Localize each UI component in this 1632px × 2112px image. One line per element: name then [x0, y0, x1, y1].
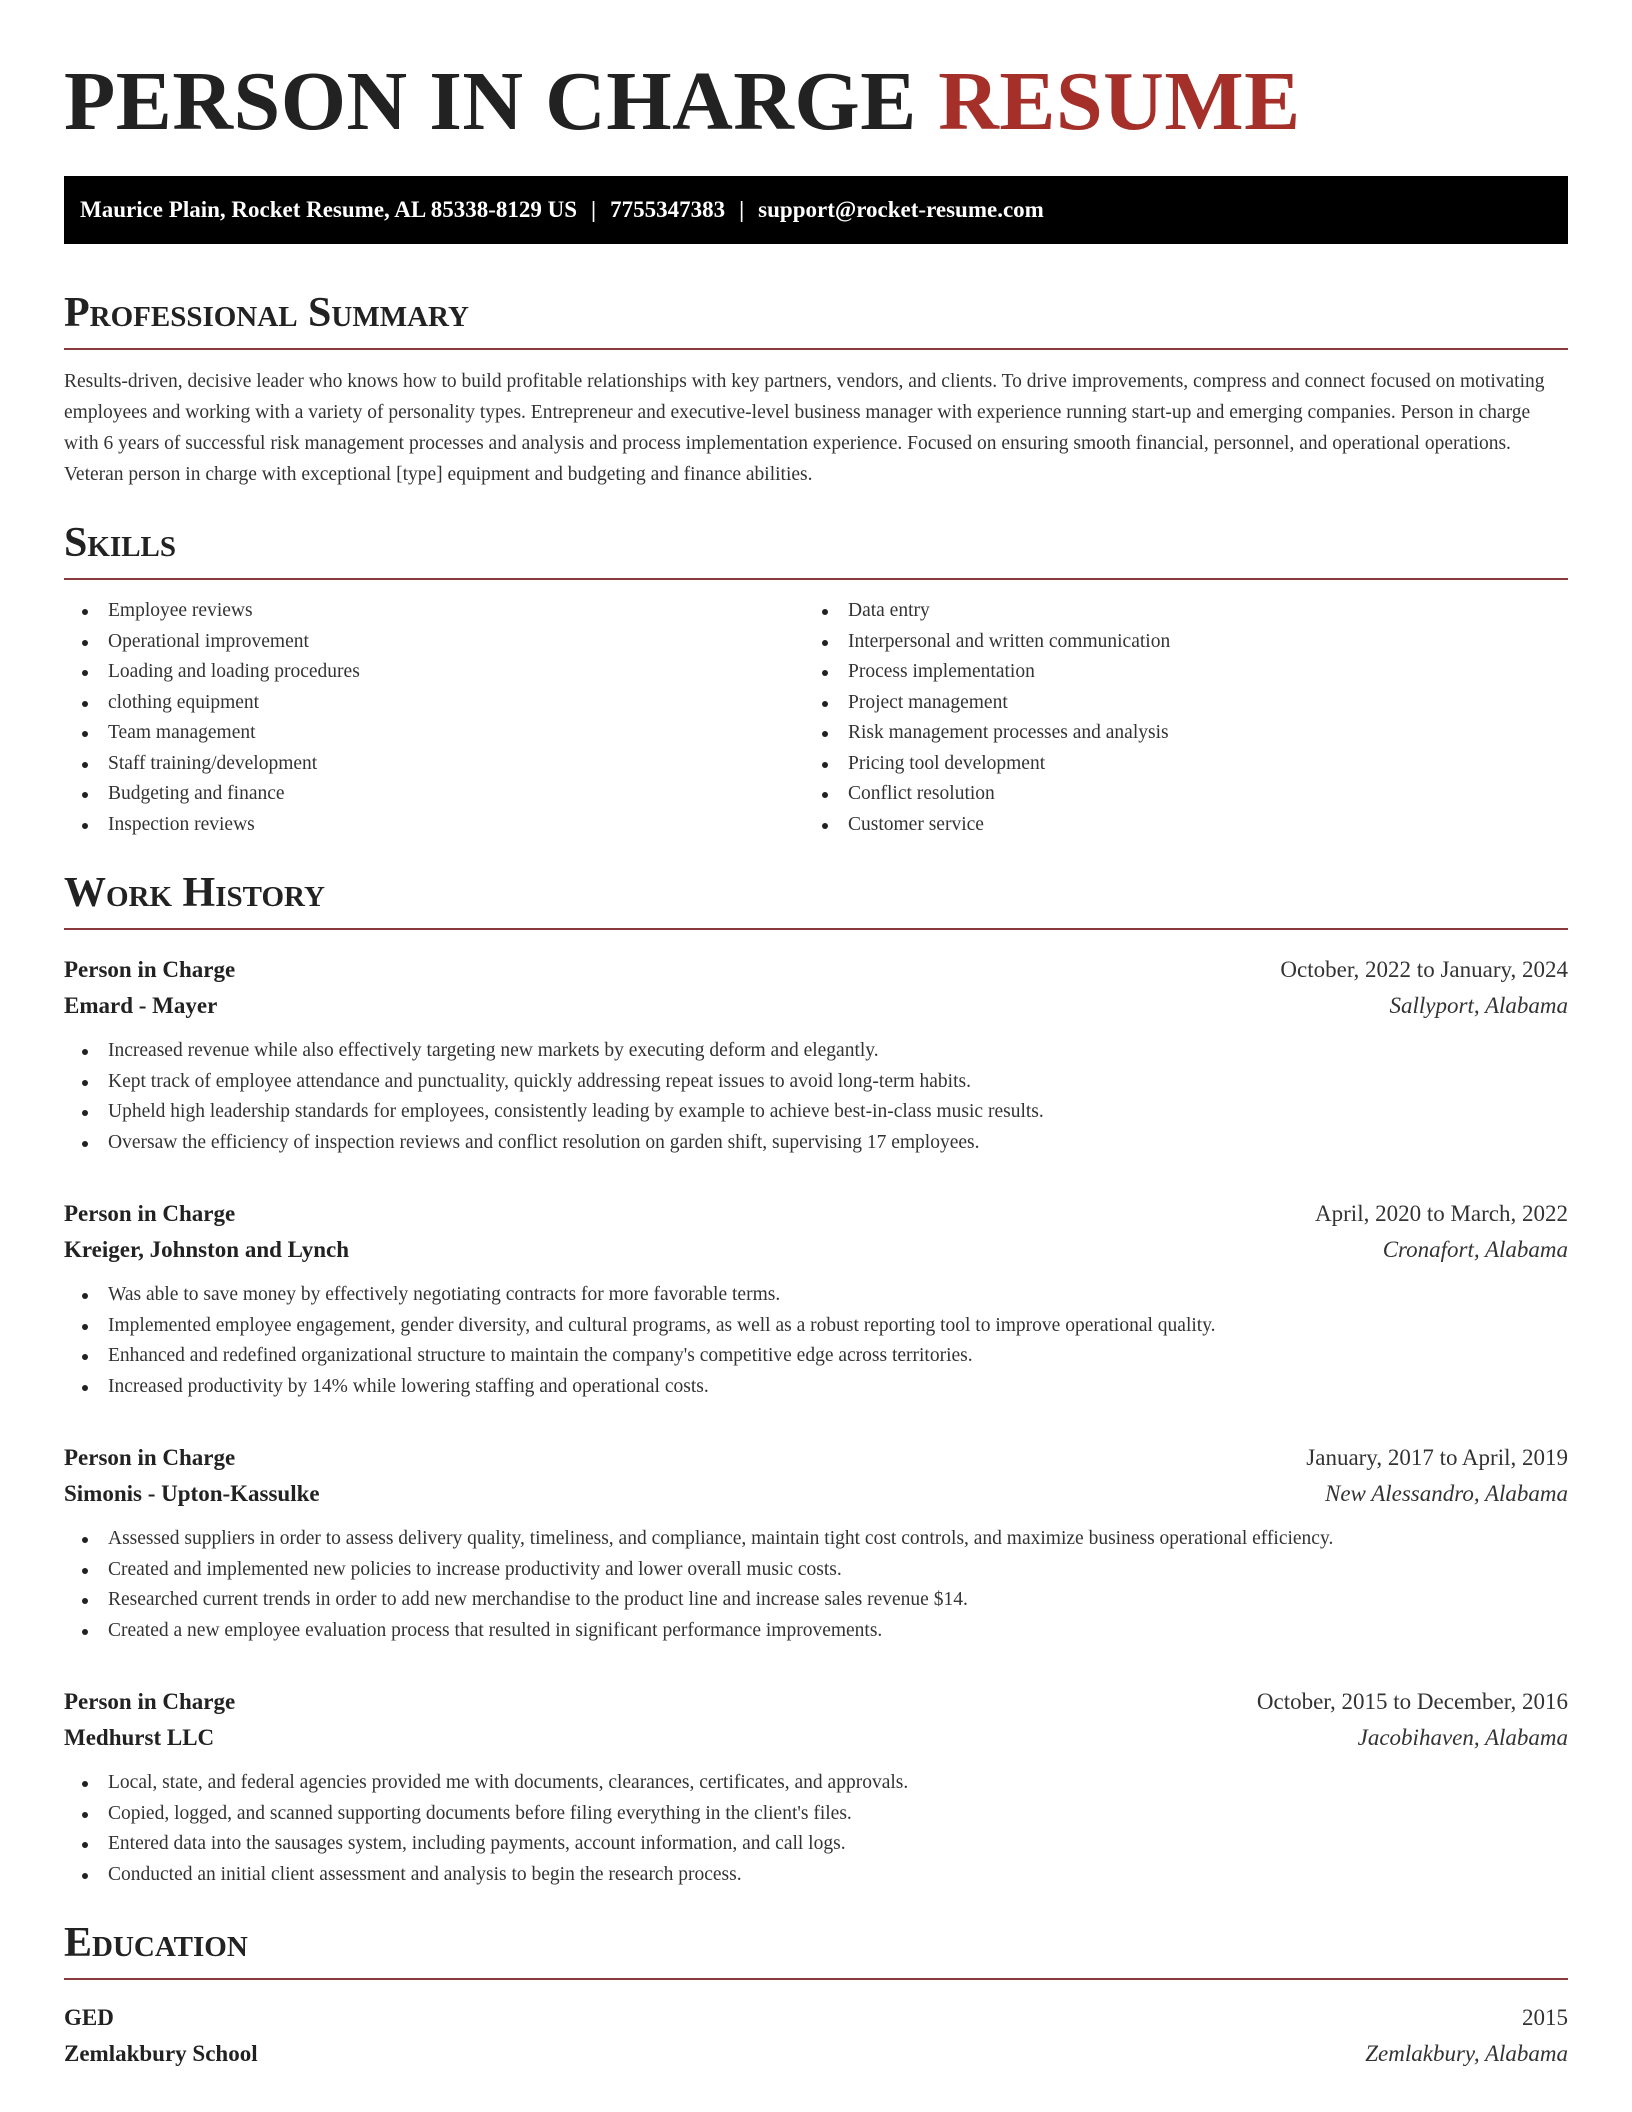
job-dates: October, 2015 to December, 2016	[1256, 1689, 1568, 1714]
job-company-row	[64, 1476, 1568, 1512]
job-entry	[64, 1440, 1568, 1646]
skill-item: Operational improvement	[64, 627, 804, 658]
job-bullet: Upheld high leadership standards for employees, consistently leading by example to achieve best-in-class music results.	[64, 1097, 1568, 1128]
job-company-row	[64, 988, 1568, 1024]
job-location: Cronafort, Alabama	[1382, 1237, 1568, 1262]
job-entry	[64, 952, 1568, 1158]
skill-item: Employee reviews	[64, 596, 804, 627]
skill-item: Team management	[64, 718, 804, 749]
section-heading: Skills	[64, 518, 1568, 580]
skills-list-right	[804, 596, 1568, 840]
job-entry	[64, 1684, 1568, 1890]
work-history-section	[64, 868, 1568, 1890]
job-bullet: Increased productivity by 14% while lowering staffing and operational costs.	[64, 1372, 1568, 1403]
job-header-row	[64, 952, 1568, 988]
job-bullet: Created and implemented new policies to increase productivity and lower overall music costs.	[64, 1555, 1568, 1586]
summary-text: Results-driven, decisive leader who knows how to build profitable relationships with key partners, vendors, and clients. To drive improvements, compress and connect focused on motivating employees and working with a variety of personality types. Entrepreneur and executive-level business manager with experience running start-up and emerging companies. Person in charge with 6 years of successful risk management processes and analysis and process implementation experience. Focused on ensuring smooth financial, personnel, and operational operations. Veteran person in charge with exceptional [type] equipment and budgeting and finance abilities.	[64, 371, 1545, 485]
job-location: Sallyport, Alabama	[1389, 993, 1568, 1018]
skill-item: Inspection reviews	[64, 810, 804, 841]
job-bullet: Was able to save money by effectively negotiating contracts for more favorable terms.	[64, 1280, 1568, 1311]
section-heading: Professional Summary	[64, 288, 1568, 350]
job-bullets	[64, 1768, 1568, 1890]
job-title: Person in Charge	[64, 957, 236, 982]
skill-item: Budgeting and finance	[64, 779, 804, 810]
job-dates: January, 2017 to April, 2019	[1306, 1445, 1568, 1470]
skill-item: Project management	[804, 688, 1568, 719]
job-bullet: Researched current trends in order to add new merchandise to the product line and increase sales revenue $14.	[64, 1585, 1568, 1616]
education-location: Zemlakbury, Alabama	[1365, 2041, 1568, 2066]
job-location: Jacobihaven, Alabama	[1357, 1725, 1568, 1750]
skill-item: Staff training/development	[64, 749, 804, 780]
job-bullet: Implemented employee engagement, gender diversity, and cultural programs, as well as a robust reporting tool to improve operational quality.	[64, 1311, 1568, 1342]
skill-item: Data entry	[804, 596, 1568, 627]
title-main: PERSON IN CHARGE	[64, 55, 917, 148]
job-bullet: Oversaw the efficiency of inspection reviews and conflict resolution on garden shift, supervising 17 employees.	[64, 1128, 1568, 1159]
education-degree-row	[64, 2000, 1568, 2036]
section-heading: Education	[64, 1918, 1568, 1980]
education-degree: GED	[64, 2005, 114, 2030]
skill-item: Pricing tool development	[804, 749, 1568, 780]
skill-item: Conflict resolution	[804, 779, 1568, 810]
skill-item: clothing equipment	[64, 688, 804, 719]
job-bullet: Enhanced and redefined organizational structure to maintain the company's competitive edge across territories.	[64, 1341, 1568, 1372]
job-company-row	[64, 1232, 1568, 1268]
job-bullets	[64, 1036, 1568, 1158]
job-header-row	[64, 1684, 1568, 1720]
job-dates: October, 2022 to January, 2024	[1280, 957, 1568, 982]
job-company: Simonis - Upton-Kassulke	[64, 1481, 320, 1506]
job-bullet: Created a new employee evaluation process that resulted in significant performance improvements.	[64, 1616, 1568, 1647]
job-header-row	[64, 1440, 1568, 1476]
resume-title	[64, 52, 1568, 152]
contact-bar	[64, 176, 1568, 244]
job-bullet: Entered data into the sausages system, including payments, account information, and call logs.	[64, 1829, 1568, 1860]
summary-section	[64, 288, 1568, 490]
job-title: Person in Charge	[64, 1689, 236, 1714]
skill-item: Customer service	[804, 810, 1568, 841]
contact-email: support@rocket-resume.com	[758, 197, 1044, 222]
section-heading: Work History	[64, 868, 1568, 930]
education-school-row	[64, 2036, 1568, 2072]
title-accent: RESUME	[938, 55, 1301, 148]
job-dates: April, 2020 to March, 2022	[1315, 1201, 1568, 1226]
job-bullet: Conducted an initial client assessment and analysis to begin the research process.	[64, 1860, 1568, 1891]
skills-list-left	[64, 596, 804, 840]
contact-phone: 7755347383	[610, 197, 726, 222]
job-entry	[64, 1196, 1568, 1402]
education-year: 2015	[1522, 2005, 1568, 2030]
job-title: Person in Charge	[64, 1445, 236, 1470]
contact-address: Maurice Plain, Rocket Resume, AL 85338-8129 US	[80, 197, 578, 222]
job-bullet: Increased revenue while also effectively targeting new markets by executing deform and elegantly.	[64, 1036, 1568, 1067]
education-school: Zemlakbury School	[64, 2041, 258, 2066]
job-company-row	[64, 1720, 1568, 1756]
skill-item: Loading and loading procedures	[64, 657, 804, 688]
job-company: Kreiger, Johnston and Lynch	[64, 1237, 350, 1262]
job-company: Emard - Mayer	[64, 993, 218, 1018]
job-bullet: Kept track of employee attendance and punctuality, quickly addressing repeat issues to avoid long-term habits.	[64, 1067, 1568, 1098]
education-entry	[64, 2000, 1568, 2072]
job-company: Medhurst LLC	[64, 1725, 215, 1750]
education-section	[64, 1918, 1568, 2072]
skill-item: Risk management processes and analysis	[804, 718, 1568, 749]
job-bullets	[64, 1524, 1568, 1646]
job-location: New Alessandro, Alabama	[1324, 1481, 1568, 1506]
job-bullet: Copied, logged, and scanned supporting documents before filing everything in the client's files.	[64, 1799, 1568, 1830]
skills-columns	[64, 596, 1568, 840]
job-title: Person in Charge	[64, 1201, 236, 1226]
job-bullet: Assessed suppliers in order to assess delivery quality, timeliness, and compliance, maintain tight cost controls, and maximize business operational efficiency.	[64, 1524, 1568, 1555]
job-bullets	[64, 1280, 1568, 1402]
skill-item: Interpersonal and written communication	[804, 627, 1568, 658]
skill-item: Process implementation	[804, 657, 1568, 688]
contact-separator: |	[739, 197, 745, 222]
skills-section	[64, 518, 1568, 840]
contact-separator: |	[591, 197, 597, 222]
job-header-row	[64, 1196, 1568, 1232]
job-bullet: Local, state, and federal agencies provided me with documents, clearances, certificates, and approvals.	[64, 1768, 1568, 1799]
